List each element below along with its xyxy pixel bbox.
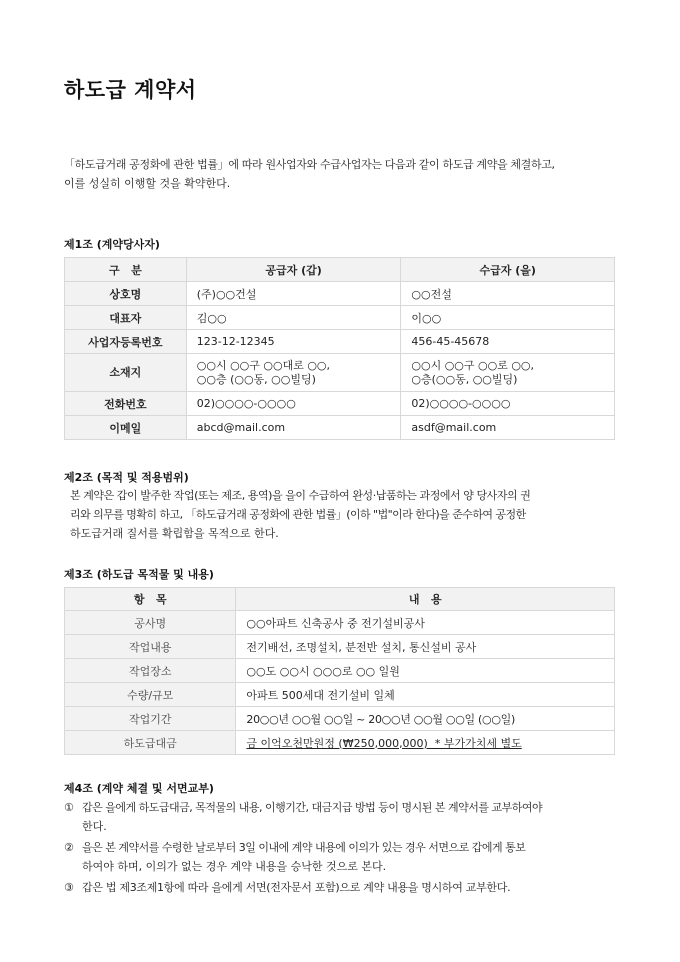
header-contractor: 수급자 (을) bbox=[401, 258, 615, 282]
row-value bbox=[236, 731, 615, 755]
table-row bbox=[65, 707, 615, 731]
table-row bbox=[65, 611, 615, 635]
table-row bbox=[65, 659, 615, 683]
article-2-heading: 제2조 (목적 및 적용범위) bbox=[64, 471, 189, 484]
supplier-value: 02)○○○○-○○○○ bbox=[186, 392, 401, 416]
table-row bbox=[65, 330, 615, 354]
list-text bbox=[82, 798, 615, 836]
contractor-value: 이○○ bbox=[401, 306, 615, 330]
row-label: 작업장소 bbox=[65, 659, 236, 683]
contractor-email: asdf@mail.com bbox=[401, 416, 615, 440]
row-label: 사업자등록번호 bbox=[65, 330, 187, 354]
parties-table bbox=[64, 257, 615, 440]
row-value: ○○아파트 신축공사 중 전기설비공사 bbox=[236, 611, 615, 635]
address-line: ○○시 ○○구 ○○로 ○○, bbox=[411, 358, 535, 372]
table-row bbox=[65, 354, 615, 392]
header-content: 내 용 bbox=[236, 588, 615, 611]
list-line: 갑은 을에게 하도급대금, 목적물의 내용, 이행기간, 대금지급 방법 등이 명시된 본 계약서를 교부하여야 bbox=[82, 801, 543, 814]
table-row bbox=[65, 731, 615, 755]
table-row bbox=[65, 282, 615, 306]
address-line: ○○층 (○○동, ○○빌딩) bbox=[196, 372, 316, 386]
row-value: ○○도 ○○시 ○○○로 ○○ 일원 bbox=[236, 659, 615, 683]
contractor-value: 02)○○○○-○○○○ bbox=[401, 392, 615, 416]
header-category: 구 분 bbox=[65, 258, 187, 282]
list-item bbox=[64, 838, 615, 876]
article-2-line: 리와 의무를 명확히 하고, 「하도급거래 공정화에 관한 법률」(이하 "법"이라 한다)을 준수하여 공정한 bbox=[70, 508, 526, 521]
article-2-body bbox=[70, 486, 615, 543]
table-row bbox=[65, 306, 615, 330]
address-line: ○○시 ○○구 ○○대로 ○○, bbox=[196, 358, 331, 372]
article-2-line: 본 계약은 갑이 발주한 작업(또는 제조, 용역)을 을이 수급하여 완성·납품하는 과정에서 양 당사자의 권 bbox=[70, 489, 531, 502]
intro-paragraph bbox=[64, 155, 615, 193]
row-value: 아파트 500세대 전기설비 일체 bbox=[236, 683, 615, 707]
list-text bbox=[82, 878, 615, 897]
supplier-value: 김○○ bbox=[186, 306, 401, 330]
list-number: ① bbox=[64, 801, 74, 814]
row-label: 전화번호 bbox=[65, 392, 187, 416]
article-2-line: 하도급거래 질서를 확립함을 목적으로 한다. bbox=[70, 527, 279, 540]
row-label: 하도급대금 bbox=[65, 731, 236, 755]
row-label: 작업내용 bbox=[65, 635, 236, 659]
list-item bbox=[64, 798, 615, 836]
contractor-address bbox=[401, 354, 615, 392]
list-item bbox=[64, 878, 615, 897]
row-label: 공사명 bbox=[65, 611, 236, 635]
article-1-heading: 제1조 (계약당사자) bbox=[64, 238, 160, 251]
supplier-email: abcd@mail.com bbox=[186, 416, 401, 440]
table-header-row bbox=[65, 258, 615, 282]
list-line: 한다. bbox=[82, 820, 107, 833]
supplier-value: (주)○○건설 bbox=[186, 282, 401, 306]
row-label: 이메일 bbox=[65, 416, 187, 440]
scope-table bbox=[64, 587, 615, 755]
list-line: 을은 본 계약서를 수령한 날로부터 3일 이내에 계약 내용에 이의가 있는 경우 서면으로 갑에게 통보 bbox=[82, 841, 526, 854]
address-line: ○층(○○동, ○○빌딩) bbox=[411, 372, 518, 386]
article-3-heading: 제3조 (하도급 목적물 및 내용) bbox=[64, 568, 214, 581]
intro-line-1: 「하도급거래 공정화에 관한 법률」에 따라 원사업자와 수급사업자는 다음과 같이 하도급 계약을 체결하고, bbox=[64, 158, 555, 171]
row-label: 소재지 bbox=[65, 354, 187, 392]
intro-line-2: 이를 성실히 이행할 것을 확약한다. bbox=[64, 177, 231, 190]
article-4-heading: 제4조 (계약 체결 및 서면교부) bbox=[64, 782, 214, 795]
contract-amount: 금 이억오천만원정 (₩250,000,000) * 부가가치세 별도 bbox=[246, 736, 522, 750]
header-supplier: 공급자 (갑) bbox=[186, 258, 401, 282]
row-label: 상호명 bbox=[65, 282, 187, 306]
table-row bbox=[65, 392, 615, 416]
contractor-value: ○○전설 bbox=[401, 282, 615, 306]
supplier-value: 123-12-12345 bbox=[186, 330, 401, 354]
table-row bbox=[65, 416, 615, 440]
list-line: 갑은 법 제3조제1항에 따라 을에게 서면(전자문서 포함)으로 계약 내용을 명시하여 교부한다. bbox=[82, 881, 511, 894]
list-number: ② bbox=[64, 841, 74, 854]
table-row bbox=[65, 635, 615, 659]
header-item: 항 목 bbox=[65, 588, 236, 611]
supplier-address bbox=[186, 354, 401, 392]
row-label: 수량/규모 bbox=[65, 683, 236, 707]
table-header-row bbox=[65, 588, 615, 611]
row-label: 작업기간 bbox=[65, 707, 236, 731]
row-value: 20○○년 ○○월 ○○일 ~ 20○○년 ○○월 ○○일 (○○일) bbox=[236, 707, 615, 731]
list-number: ③ bbox=[64, 881, 74, 894]
contractor-value: 456-45-45678 bbox=[401, 330, 615, 354]
list-line: 하여야 하며, 이의가 없는 경우 계약 내용을 승낙한 것으로 본다. bbox=[82, 860, 387, 873]
table-row bbox=[65, 683, 615, 707]
document-title: 하도급 계약서 bbox=[64, 78, 197, 102]
row-label: 대표자 bbox=[65, 306, 187, 330]
row-value: 전기배선, 조명설치, 분전반 설치, 통신설비 공사 bbox=[236, 635, 615, 659]
list-text bbox=[82, 838, 615, 876]
